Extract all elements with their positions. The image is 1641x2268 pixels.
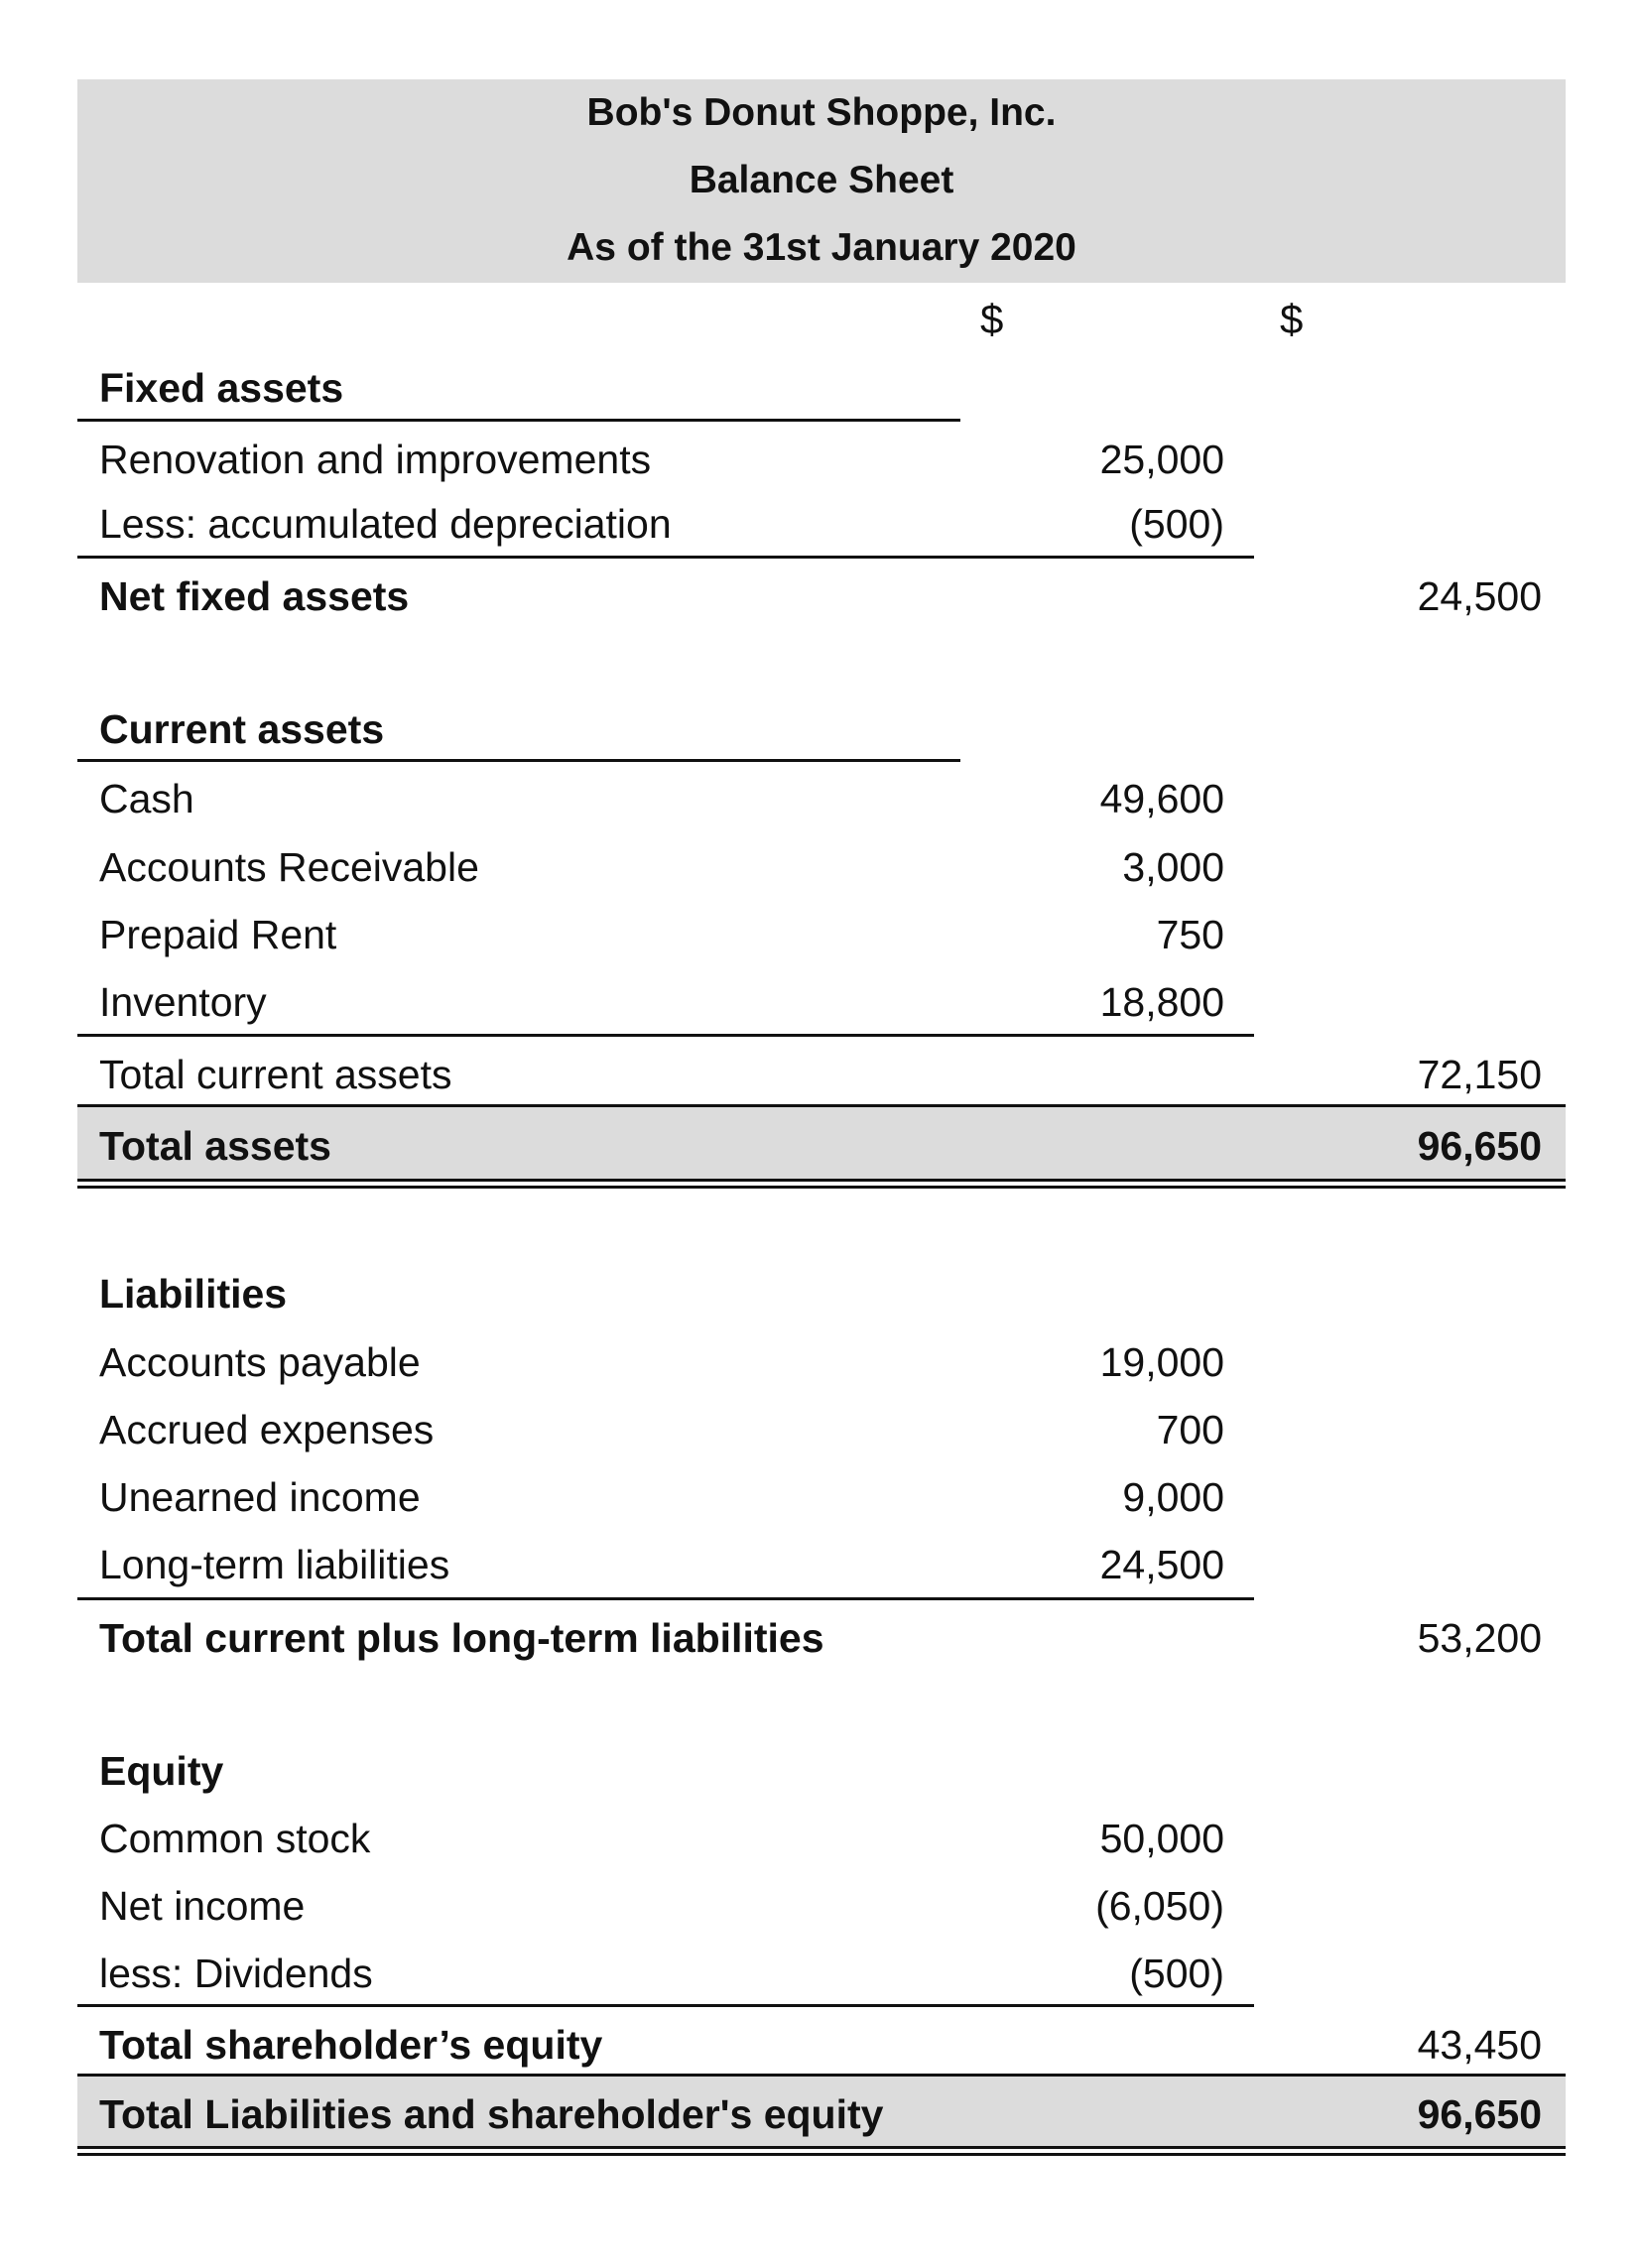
line-item-value: (6,050) <box>1095 1883 1224 1929</box>
section-heading-equity: Equity <box>99 1748 224 1794</box>
subtotal-value: 24,500 <box>1417 573 1542 619</box>
line-item-value: 3,000 <box>1122 844 1224 890</box>
report-date: As of the 31st January 2020 <box>567 226 1076 269</box>
subtotal-label: Net fixed assets <box>99 573 410 619</box>
line-item-label: Accounts payable <box>99 1339 421 1385</box>
divider <box>77 1034 1254 1037</box>
line-item-label: Less: accumulated depreciation <box>99 501 672 547</box>
line-item-label: Net income <box>99 1883 306 1929</box>
section-heading-liabilities: Liabilities <box>99 1271 288 1317</box>
subtotal-value: 43,450 <box>1417 2022 1542 2068</box>
line-item-label: Accounts Receivable <box>99 844 479 890</box>
line-item-value: 25,000 <box>1099 437 1224 482</box>
line-item-label: Accrued expenses <box>99 1407 435 1452</box>
subtotal-label: Total shareholder’s equity <box>99 2022 603 2068</box>
divider <box>77 2004 1254 2007</box>
line-item-value: 49,600 <box>1099 776 1224 821</box>
section-heading-fixed-assets: Fixed assets <box>99 365 344 411</box>
section-heading-current-assets: Current assets <box>99 706 385 752</box>
line-item-label: less: Dividends <box>99 1951 373 1996</box>
currency-symbol-col2: $ <box>1280 296 1304 342</box>
line-item-label: Inventory <box>99 979 267 1025</box>
line-item-value: 9,000 <box>1122 1474 1224 1520</box>
line-item-label: Common stock <box>99 1816 371 1861</box>
grand-total-value: 96,650 <box>1417 2091 1542 2137</box>
subtotal-label: Total current assets <box>99 1052 452 1097</box>
line-item-label: Renovation and improvements <box>99 437 652 482</box>
line-item-value: (500) <box>1129 501 1224 547</box>
divider <box>77 759 960 762</box>
line-item-label: Cash <box>99 776 194 821</box>
line-item-label: Unearned income <box>99 1474 421 1520</box>
subtotal-value: 53,200 <box>1417 1615 1542 1661</box>
line-item-value: 24,500 <box>1099 1542 1224 1587</box>
grand-total-label: Total Liabilities and shareholder's equity <box>99 2091 884 2137</box>
subtotal-value: 72,150 <box>1417 1052 1542 1097</box>
total-assets-value: 96,650 <box>1417 1123 1542 1169</box>
line-item-value: 19,000 <box>1099 1339 1224 1385</box>
document-title: Balance Sheet <box>689 159 954 201</box>
line-item-label: Prepaid Rent <box>99 912 337 957</box>
company-name: Bob's Donut Shoppe, Inc. <box>586 91 1057 134</box>
line-item-value: 50,000 <box>1099 1816 1224 1861</box>
divider <box>77 556 1254 559</box>
line-item-value: 750 <box>1156 912 1224 957</box>
line-item-value: 700 <box>1156 1407 1224 1452</box>
total-assets-label: Total assets <box>99 1123 331 1169</box>
subtotal-label: Total current plus long-term liabilities <box>99 1615 824 1661</box>
divider <box>77 1597 1254 1600</box>
line-item-label: Long-term liabilities <box>99 1542 450 1587</box>
divider <box>77 419 960 422</box>
currency-symbol-col1: $ <box>980 296 1004 342</box>
double-rule <box>77 2146 1566 2156</box>
double-rule <box>77 1179 1566 1189</box>
line-item-value: (500) <box>1129 1951 1224 1996</box>
line-item-value: 18,800 <box>1099 979 1224 1025</box>
